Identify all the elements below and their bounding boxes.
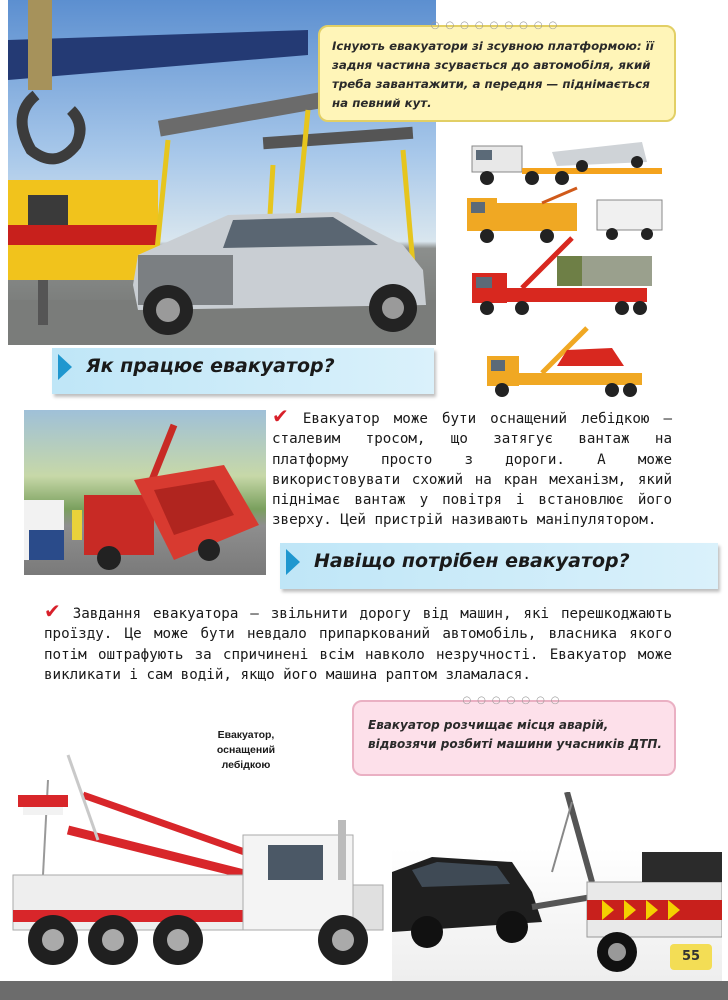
page-number: 55 bbox=[670, 944, 712, 970]
winch-wrecker-truck-illustration bbox=[8, 735, 388, 980]
section2-text: Завдання евакуатора — звільнити дорогу від машин, які перешкоджають проїзду. Це може бути невдало припаркований автомобіль, власника якого потім оштрафують за спричинені всім навколо незручності. Евакуатор може викликати і сам водій, якщо його машина раптом зламалася. bbox=[44, 606, 672, 683]
info-note-sliding-platform bbox=[318, 20, 676, 122]
manipulator-scene-illustration bbox=[24, 410, 266, 575]
section-title: Як працює евакуатор? bbox=[86, 355, 335, 377]
triangle-marker-icon bbox=[286, 549, 300, 575]
triangle-marker-icon bbox=[58, 354, 72, 380]
section-header-how-it-works bbox=[52, 348, 434, 394]
section1-text: Евакуатор може бути оснащений лебідкою — сталевим тросом, що затягує вантаж на платформу просто з дороги. А може використовувати схожий на кран механізм, який піднімає вантаж у повітря і встановлює його зверху. Цей пристрій називають маніпулятором. bbox=[272, 411, 672, 529]
red-crane-truck-with-lorry-icon bbox=[472, 238, 652, 315]
photo-crane-lifting-truck bbox=[24, 410, 266, 575]
orange-crane-truck-with-car-icon bbox=[487, 328, 642, 397]
section-title: Навіщо потрібен евакуатор? bbox=[314, 550, 630, 572]
section1-paragraph bbox=[272, 404, 672, 531]
section2-paragraph bbox=[44, 599, 672, 685]
page-bottom-bar bbox=[0, 981, 728, 1000]
info-note-accidents bbox=[352, 695, 676, 776]
info-note-text: Евакуатор розчищає місця аварій, відвозячи розбиті машини учасників ДТП. bbox=[368, 718, 662, 751]
tow-truck-types-illustrations bbox=[462, 128, 668, 398]
check-mark-icon: ✔ bbox=[44, 599, 61, 623]
check-mark-icon: ✔ bbox=[272, 404, 289, 428]
section-header-why-needed bbox=[280, 543, 718, 589]
yellow-wrecker-with-van-icon bbox=[467, 188, 662, 243]
slide-platform-truck-icon bbox=[472, 142, 662, 185]
info-note-text: Існують евакуатори зі зсувною платформою: її задня частина зсувається до автомобіля, який треба завантажити, а передня — піднімається на певний кут. bbox=[332, 39, 654, 110]
note-binder-rings: ○○○○○○○○○ bbox=[430, 20, 564, 31]
caption-winch-truck: Евакуатор, оснащений лебідкою bbox=[216, 729, 276, 771]
note-binder-rings: ○○○○○○○ bbox=[462, 695, 566, 706]
